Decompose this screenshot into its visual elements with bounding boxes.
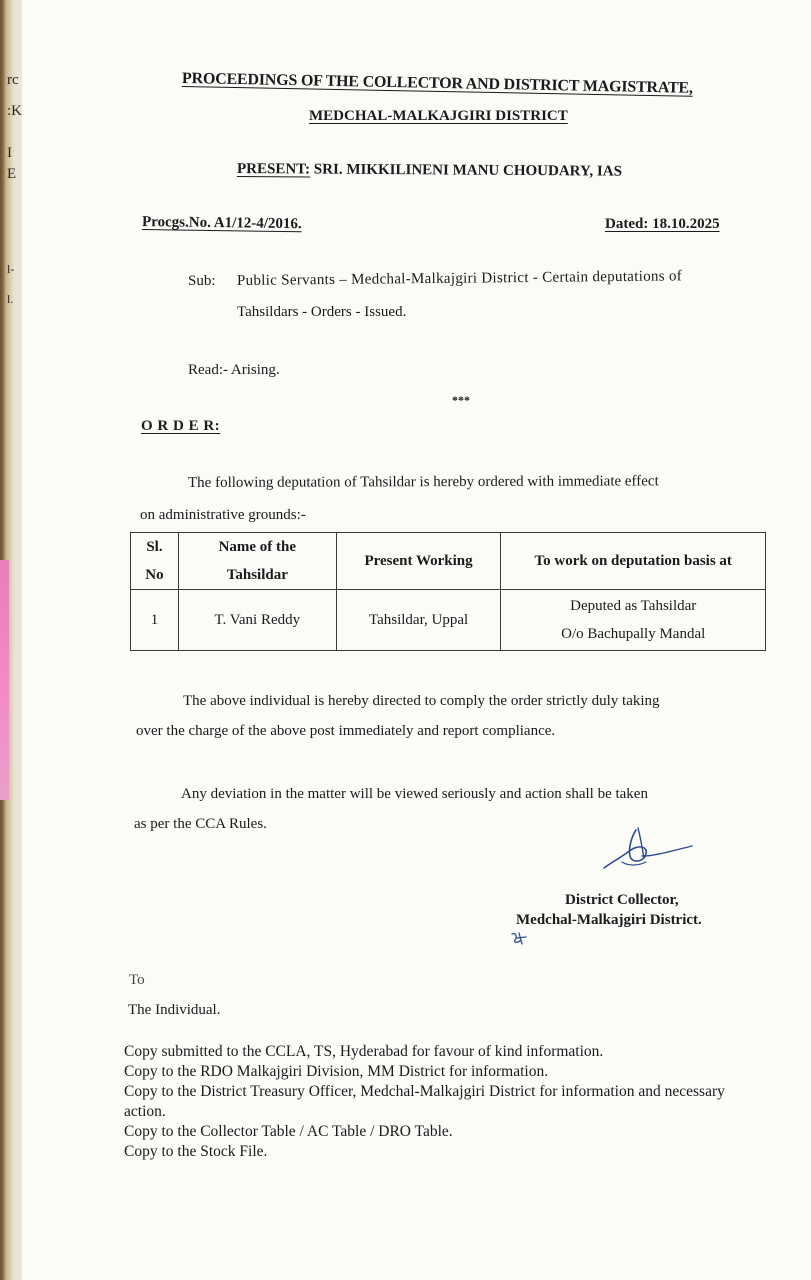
sl-header-line-2: No <box>145 567 164 583</box>
table-header-row <box>131 533 766 590</box>
present-working-header: Present Working <box>336 533 501 590</box>
deputation-line-1: Deputed as Tahsildar <box>570 598 697 614</box>
subject-line-1: Public Servants – Medchal-Malkajgiri District - Certain deputations of <box>236 268 683 289</box>
deputation-line-2: O/o Bachupally Mandal <box>561 626 706 642</box>
proceedings-title: PROCEEDINGS OF THE COLLECTOR AND DISTRICT MAGISTRATE, <box>181 70 693 97</box>
order-date: Dated: 18.10.2025 <box>605 216 720 232</box>
deputation-cell <box>501 590 766 651</box>
present-line <box>237 161 622 181</box>
margin-fragment: l. <box>7 292 14 306</box>
intro-line-1: The following deputation of Tahsildar is hereby ordered with immediate effect <box>187 473 659 491</box>
present-working-cell: Tahsildar, Uppal <box>336 590 501 651</box>
separator-stars: *** <box>452 393 470 407</box>
copy-item: Copy to the Stock File. <box>124 1143 268 1160</box>
compliance-line-2: over the charge of the above post immediately and report compliance. <box>136 723 556 739</box>
copy-item: Copy to the Collector Table / AC Table / DRO Table. <box>124 1123 453 1140</box>
margin-fragment: :K <box>7 103 22 119</box>
margin-fragment: l- <box>7 262 15 276</box>
signatory-title: District Collector, <box>565 892 679 908</box>
deputation-header: To work on deputation basis at <box>501 533 766 590</box>
present-name: SRI. MIKKILINENI MANU CHOUDARY, IAS <box>313 161 623 180</box>
pink-file-tab <box>0 560 9 800</box>
initial-mark-icon <box>509 930 531 946</box>
to-recipient: The Individual. <box>128 1002 221 1018</box>
sl-header-line-1: Sl. <box>146 539 163 555</box>
sl-no-cell: 1 <box>131 590 179 651</box>
to-label: To <box>129 972 145 988</box>
copies-list <box>124 1042 744 1162</box>
signature-scribble-icon <box>598 822 698 880</box>
read-line: Read:- Arising. <box>188 362 280 378</box>
name-header-line-1: Name of the <box>218 539 297 555</box>
margin-fragment: I <box>7 145 12 161</box>
name-header <box>178 533 336 590</box>
table-row <box>131 590 766 651</box>
compliance-line-1: The above individual is hereby directed to comply the order strictly duly taking <box>183 693 660 709</box>
copy-item: Copy submitted to the CCLA, TS, Hyderabad for favour of kind information. <box>124 1043 604 1060</box>
margin-fragment: E <box>7 166 17 182</box>
signatory-district: Medchal-Malkajgiri District. <box>516 912 702 928</box>
name-header-line-2: Tahsildar <box>226 567 288 583</box>
order-heading: O R D E R: <box>141 418 221 434</box>
deviation-line-1: Any deviation in the matter will be viewed seriously and action shall be taken <box>181 786 648 802</box>
district-title: MEDCHAL-MALKAJGIRI DISTRICT <box>309 108 568 124</box>
subject-label: Sub: <box>188 273 216 289</box>
deputation-table <box>130 532 766 651</box>
present-label: PRESENT: <box>236 161 311 178</box>
sl-no-header <box>131 533 179 590</box>
deviation-line-2: as per the CCA Rules. <box>134 816 267 832</box>
copy-item: Copy to the District Treasury Officer, Medchal-Malkajgiri District for information and necessary action. <box>124 1083 725 1120</box>
procs-number: Procgs.No. A1/12-4/2016. <box>141 214 302 233</box>
margin-fragment: rc <box>7 72 19 88</box>
intro-line-2: on administrative grounds:- <box>140 507 306 523</box>
subject-line-2: Tahsildars - Orders - Issued. <box>237 304 407 320</box>
name-cell: T. Vani Reddy <box>178 590 336 651</box>
copy-item: Copy to the RDO Malkajgiri Division, MM District for information. <box>124 1063 549 1080</box>
